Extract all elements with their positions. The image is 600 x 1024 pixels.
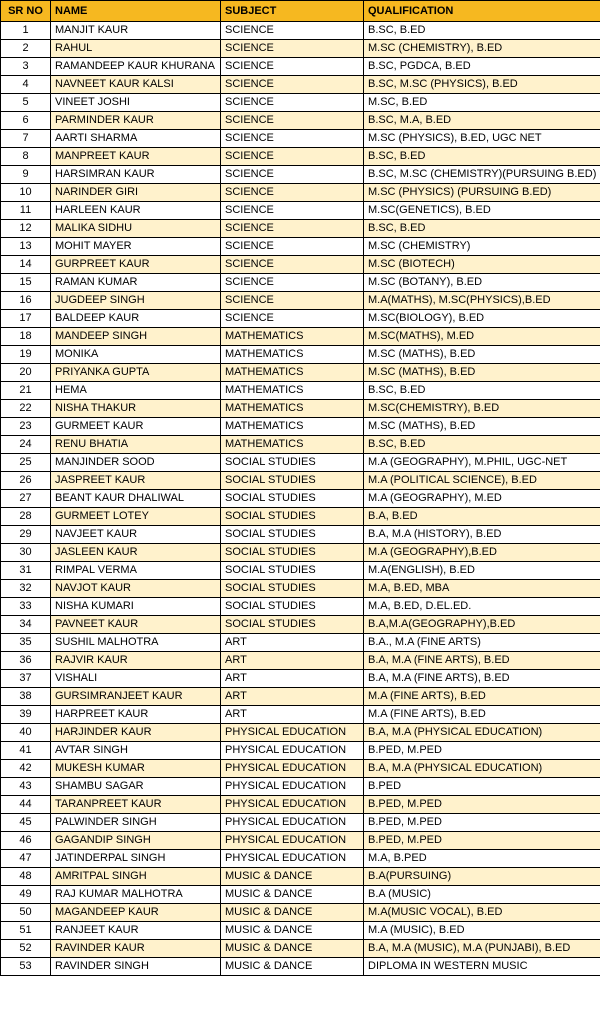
subject-cell: SCIENCE: [221, 148, 364, 166]
table-row: [1, 724, 600, 742]
qualification-cell: B.A, M.A (PHYSICAL EDUCATION): [364, 724, 600, 742]
table-row: [1, 544, 600, 562]
qualification-cell: B.A, M.A (FINE ARTS), B.ED: [364, 652, 600, 670]
header-name: NAME: [51, 1, 221, 22]
qualification-cell: B.PED, M.PED: [364, 814, 600, 832]
name-cell: NAVNEET KAUR KALSI: [51, 76, 221, 94]
table-row: [1, 508, 600, 526]
sr-no-cell: 15: [1, 274, 51, 292]
subject-cell: ART: [221, 688, 364, 706]
subject-cell: SCIENCE: [221, 292, 364, 310]
sr-no-cell: 35: [1, 634, 51, 652]
qualification-cell: B.SC, B.ED: [364, 22, 600, 40]
name-cell: BALDEEP KAUR: [51, 310, 221, 328]
table-row: [1, 436, 600, 454]
qualification-cell: B.PED, M.PED: [364, 796, 600, 814]
qualification-cell: B.A, M.A (PHYSICAL EDUCATION): [364, 760, 600, 778]
subject-cell: MATHEMATICS: [221, 418, 364, 436]
table-row: [1, 238, 600, 256]
sr-no-cell: 11: [1, 202, 51, 220]
sr-no-cell: 23: [1, 418, 51, 436]
table-row: [1, 472, 600, 490]
name-cell: PAVNEET KAUR: [51, 616, 221, 634]
sr-no-cell: 17: [1, 310, 51, 328]
name-cell: BEANT KAUR DHALIWAL: [51, 490, 221, 508]
qualification-cell: B.A,M.A(GEOGRAPHY),B.ED: [364, 616, 600, 634]
sr-no-cell: 36: [1, 652, 51, 670]
qualification-cell: B.SC, M.A, B.ED: [364, 112, 600, 130]
sr-no-cell: 3: [1, 58, 51, 76]
subject-cell: PHYSICAL EDUCATION: [221, 850, 364, 868]
qualification-cell: B.A, M.A (MUSIC), M.A (PUNJABI), B.ED: [364, 940, 600, 958]
name-cell: PALWINDER SINGH: [51, 814, 221, 832]
qualification-cell: B.A (MUSIC): [364, 886, 600, 904]
table-row: [1, 382, 600, 400]
subject-cell: MATHEMATICS: [221, 364, 364, 382]
qualification-cell: B.SC, B.ED: [364, 148, 600, 166]
qualification-cell: B.SC, M.SC (CHEMISTRY)(PURSUING B.ED): [364, 166, 600, 184]
subject-cell: SCIENCE: [221, 202, 364, 220]
table-row: [1, 40, 600, 58]
subject-cell: SCIENCE: [221, 274, 364, 292]
qualification-cell: B.PED: [364, 778, 600, 796]
sr-no-cell: 48: [1, 868, 51, 886]
table-row: [1, 112, 600, 130]
qualification-cell: DIPLOMA IN WESTERN MUSIC: [364, 958, 600, 976]
sr-no-cell: 24: [1, 436, 51, 454]
sr-no-cell: 38: [1, 688, 51, 706]
table-row: [1, 598, 600, 616]
qualification-cell: B.A., M.A (FINE ARTS): [364, 634, 600, 652]
subject-cell: SCIENCE: [221, 94, 364, 112]
sr-no-cell: 32: [1, 580, 51, 598]
qualification-cell: B.SC, PGDCA, B.ED: [364, 58, 600, 76]
subject-cell: PHYSICAL EDUCATION: [221, 778, 364, 796]
name-cell: RAJ KUMAR MALHOTRA: [51, 886, 221, 904]
sr-no-cell: 9: [1, 166, 51, 184]
name-cell: RIMPAL VERMA: [51, 562, 221, 580]
name-cell: HARJINDER KAUR: [51, 724, 221, 742]
table-row: [1, 22, 600, 40]
table-row: [1, 346, 600, 364]
qualification-cell: M.A (MUSIC), B.ED: [364, 922, 600, 940]
subject-cell: PHYSICAL EDUCATION: [221, 796, 364, 814]
qualification-cell: B.A, M.A (FINE ARTS), B.ED: [364, 670, 600, 688]
table-row: [1, 490, 600, 508]
sr-no-cell: 29: [1, 526, 51, 544]
sr-no-cell: 42: [1, 760, 51, 778]
subject-cell: SOCIAL STUDIES: [221, 598, 364, 616]
sr-no-cell: 40: [1, 724, 51, 742]
table-row: [1, 688, 600, 706]
name-cell: MANPREET KAUR: [51, 148, 221, 166]
sr-no-cell: 25: [1, 454, 51, 472]
name-cell: MANDEEP SINGH: [51, 328, 221, 346]
qualification-cell: M.A(MATHS), M.SC(PHYSICS),B.ED: [364, 292, 600, 310]
qualification-cell: M.SC(GENETICS), B.ED: [364, 202, 600, 220]
subject-cell: SCIENCE: [221, 166, 364, 184]
table-row: [1, 922, 600, 940]
sr-no-cell: 8: [1, 148, 51, 166]
subject-cell: SCIENCE: [221, 220, 364, 238]
subject-cell: SOCIAL STUDIES: [221, 616, 364, 634]
subject-cell: SOCIAL STUDIES: [221, 508, 364, 526]
qualification-cell: B.A, M.A (HISTORY), B.ED: [364, 526, 600, 544]
name-cell: RAVINDER SINGH: [51, 958, 221, 976]
qualification-cell: M.A, B.PED: [364, 850, 600, 868]
subject-cell: SCIENCE: [221, 112, 364, 130]
qualification-cell: M.A (POLITICAL SCIENCE), B.ED: [364, 472, 600, 490]
table-row: [1, 832, 600, 850]
table-row: [1, 886, 600, 904]
sr-no-cell: 52: [1, 940, 51, 958]
sr-no-cell: 39: [1, 706, 51, 724]
table-row: [1, 76, 600, 94]
table-row: [1, 166, 600, 184]
sr-no-cell: 28: [1, 508, 51, 526]
name-cell: RAJVIR KAUR: [51, 652, 221, 670]
sr-no-cell: 19: [1, 346, 51, 364]
sr-no-cell: 43: [1, 778, 51, 796]
name-cell: JASLEEN KAUR: [51, 544, 221, 562]
table-row: [1, 670, 600, 688]
subject-cell: MUSIC & DANCE: [221, 868, 364, 886]
name-cell: MOHIT MAYER: [51, 238, 221, 256]
subject-cell: MUSIC & DANCE: [221, 886, 364, 904]
table-row: [1, 904, 600, 922]
table-row: [1, 310, 600, 328]
name-cell: MAGANDEEP KAUR: [51, 904, 221, 922]
name-cell: AMRITPAL SINGH: [51, 868, 221, 886]
subject-cell: MATHEMATICS: [221, 400, 364, 418]
sr-no-cell: 20: [1, 364, 51, 382]
subject-cell: SCIENCE: [221, 310, 364, 328]
name-cell: HEMA: [51, 382, 221, 400]
table-row: [1, 958, 600, 976]
name-cell: TARANPREET KAUR: [51, 796, 221, 814]
qualification-cell: B.PED, M.PED: [364, 832, 600, 850]
table-row: [1, 778, 600, 796]
name-cell: HARSIMRAN KAUR: [51, 166, 221, 184]
table-row: [1, 562, 600, 580]
name-cell: MALIKA SIDHU: [51, 220, 221, 238]
subject-cell: MATHEMATICS: [221, 382, 364, 400]
name-cell: NISHA KUMARI: [51, 598, 221, 616]
subject-cell: PHYSICAL EDUCATION: [221, 760, 364, 778]
sr-no-cell: 47: [1, 850, 51, 868]
subject-cell: SOCIAL STUDIES: [221, 490, 364, 508]
name-cell: GURSIMRANJEET KAUR: [51, 688, 221, 706]
qualification-cell: B.SC, M.SC (PHYSICS), B.ED: [364, 76, 600, 94]
subject-cell: SCIENCE: [221, 40, 364, 58]
subject-cell: SCIENCE: [221, 238, 364, 256]
sr-no-cell: 6: [1, 112, 51, 130]
qualification-cell: M.A, B.ED, D.EL.ED.: [364, 598, 600, 616]
qualification-cell: B.SC, B.ED: [364, 382, 600, 400]
name-cell: RANJEET KAUR: [51, 922, 221, 940]
name-cell: RENU BHATIA: [51, 436, 221, 454]
qualification-cell: M.SC (CHEMISTRY): [364, 238, 600, 256]
qualification-cell: M.A(MUSIC VOCAL), B.ED: [364, 904, 600, 922]
sr-no-cell: 45: [1, 814, 51, 832]
qualification-cell: M.SC (PHYSICS) (PURSUING B.ED): [364, 184, 600, 202]
table-row: [1, 400, 600, 418]
table-row: [1, 652, 600, 670]
name-cell: PARMINDER KAUR: [51, 112, 221, 130]
sr-no-cell: 21: [1, 382, 51, 400]
qualification-cell: M.A (GEOGRAPHY),B.ED: [364, 544, 600, 562]
sr-no-cell: 12: [1, 220, 51, 238]
table-row: [1, 580, 600, 598]
qualification-cell: M.A (FINE ARTS), B.ED: [364, 706, 600, 724]
name-cell: MANJIT KAUR: [51, 22, 221, 40]
table-row: [1, 256, 600, 274]
table-row: [1, 634, 600, 652]
subject-cell: ART: [221, 670, 364, 688]
table-row: [1, 940, 600, 958]
subject-cell: SCIENCE: [221, 58, 364, 76]
qualification-cell: M.A(ENGLISH), B.ED: [364, 562, 600, 580]
table-row: [1, 796, 600, 814]
qualification-cell: M.SC(CHEMISTRY), B.ED: [364, 400, 600, 418]
name-cell: NAVJEET KAUR: [51, 526, 221, 544]
subject-cell: SCIENCE: [221, 184, 364, 202]
sr-no-cell: 4: [1, 76, 51, 94]
table-row: [1, 292, 600, 310]
sr-no-cell: 26: [1, 472, 51, 490]
sr-no-cell: 14: [1, 256, 51, 274]
name-cell: JATINDERPAL SINGH: [51, 850, 221, 868]
subject-cell: MATHEMATICS: [221, 346, 364, 364]
name-cell: MANJINDER SOOD: [51, 454, 221, 472]
sr-no-cell: 51: [1, 922, 51, 940]
table-row: [1, 814, 600, 832]
subject-cell: SOCIAL STUDIES: [221, 544, 364, 562]
qualification-cell: M.SC, B.ED: [364, 94, 600, 112]
name-cell: AARTI SHARMA: [51, 130, 221, 148]
subject-cell: SOCIAL STUDIES: [221, 472, 364, 490]
table-row: [1, 274, 600, 292]
qualification-cell: M.A (GEOGRAPHY), M.PHIL, UGC-NET: [364, 454, 600, 472]
name-cell: HARLEEN KAUR: [51, 202, 221, 220]
subject-cell: SOCIAL STUDIES: [221, 526, 364, 544]
sr-no-cell: 33: [1, 598, 51, 616]
table-row: [1, 58, 600, 76]
header-qualification: QUALIFICATION: [364, 1, 600, 22]
table-row: [1, 220, 600, 238]
qualification-cell: M.SC (CHEMISTRY), B.ED: [364, 40, 600, 58]
subject-cell: MUSIC & DANCE: [221, 958, 364, 976]
subject-cell: ART: [221, 652, 364, 670]
sr-no-cell: 31: [1, 562, 51, 580]
name-cell: RAHUL: [51, 40, 221, 58]
name-cell: RAMAN KUMAR: [51, 274, 221, 292]
name-cell: NAVJOT KAUR: [51, 580, 221, 598]
subject-cell: SCIENCE: [221, 130, 364, 148]
name-cell: JASPREET KAUR: [51, 472, 221, 490]
sr-no-cell: 7: [1, 130, 51, 148]
header-row: [1, 1, 600, 22]
name-cell: GURMEET KAUR: [51, 418, 221, 436]
subject-cell: PHYSICAL EDUCATION: [221, 832, 364, 850]
qualification-cell: B.SC, B.ED: [364, 436, 600, 454]
qualification-cell: M.SC (BIOTECH): [364, 256, 600, 274]
name-cell: GURMEET LOTEY: [51, 508, 221, 526]
table-row: [1, 202, 600, 220]
qualification-cell: M.SC (MATHS), B.ED: [364, 364, 600, 382]
name-cell: MUKESH KUMAR: [51, 760, 221, 778]
header-sr-no: SR NO: [1, 1, 51, 22]
name-cell: HARPREET KAUR: [51, 706, 221, 724]
name-cell: MONIKA: [51, 346, 221, 364]
qualification-cell: B.SC, B.ED: [364, 220, 600, 238]
sr-no-cell: 44: [1, 796, 51, 814]
subject-cell: SOCIAL STUDIES: [221, 454, 364, 472]
name-cell: JUGDEEP SINGH: [51, 292, 221, 310]
sr-no-cell: 10: [1, 184, 51, 202]
qualification-cell: M.SC (MATHS), B.ED: [364, 346, 600, 364]
table-row: [1, 868, 600, 886]
subject-cell: SOCIAL STUDIES: [221, 562, 364, 580]
sr-no-cell: 37: [1, 670, 51, 688]
subject-cell: SCIENCE: [221, 256, 364, 274]
qualification-cell: M.SC(BIOLOGY), B.ED: [364, 310, 600, 328]
name-cell: RAVINDER KAUR: [51, 940, 221, 958]
sr-no-cell: 13: [1, 238, 51, 256]
table-row: [1, 94, 600, 112]
subject-cell: SCIENCE: [221, 76, 364, 94]
subject-cell: MUSIC & DANCE: [221, 922, 364, 940]
table-row: [1, 184, 600, 202]
subject-cell: PHYSICAL EDUCATION: [221, 724, 364, 742]
name-cell: NARINDER GIRI: [51, 184, 221, 202]
subject-cell: MATHEMATICS: [221, 328, 364, 346]
sr-no-cell: 1: [1, 22, 51, 40]
name-cell: GAGANDIP SINGH: [51, 832, 221, 850]
table-row: [1, 328, 600, 346]
sr-no-cell: 22: [1, 400, 51, 418]
sr-no-cell: 34: [1, 616, 51, 634]
sr-no-cell: 53: [1, 958, 51, 976]
table-body: [1, 22, 600, 976]
qualification-cell: M.SC (PHYSICS), B.ED, UGC NET: [364, 130, 600, 148]
table-row: [1, 454, 600, 472]
name-cell: SHAMBU SAGAR: [51, 778, 221, 796]
name-cell: VISHALI: [51, 670, 221, 688]
name-cell: RAMANDEEP KAUR KHURANA: [51, 58, 221, 76]
subject-cell: PHYSICAL EDUCATION: [221, 742, 364, 760]
name-cell: NISHA THAKUR: [51, 400, 221, 418]
qualification-cell: M.A (FINE ARTS), B.ED: [364, 688, 600, 706]
sr-no-cell: 50: [1, 904, 51, 922]
sr-no-cell: 5: [1, 94, 51, 112]
qualification-cell: B.A(PURSUING): [364, 868, 600, 886]
qualification-cell: M.A, B.ED, MBA: [364, 580, 600, 598]
sr-no-cell: 41: [1, 742, 51, 760]
table-header: [1, 1, 600, 22]
table-row: [1, 364, 600, 382]
table-row: [1, 130, 600, 148]
sr-no-cell: 2: [1, 40, 51, 58]
name-cell: SUSHIL MALHOTRA: [51, 634, 221, 652]
qualification-cell: M.A (GEOGRAPHY), M.ED: [364, 490, 600, 508]
sr-no-cell: 30: [1, 544, 51, 562]
sr-no-cell: 18: [1, 328, 51, 346]
table-row: [1, 526, 600, 544]
subject-cell: PHYSICAL EDUCATION: [221, 814, 364, 832]
qualification-cell: M.SC (BOTANY), B.ED: [364, 274, 600, 292]
name-cell: GURPREET KAUR: [51, 256, 221, 274]
sr-no-cell: 16: [1, 292, 51, 310]
table-row: [1, 742, 600, 760]
subject-cell: ART: [221, 706, 364, 724]
qualification-cell: B.PED, M.PED: [364, 742, 600, 760]
subject-cell: MUSIC & DANCE: [221, 904, 364, 922]
header-subject: SUBJECT: [221, 1, 364, 22]
sr-no-cell: 49: [1, 886, 51, 904]
name-cell: VINEET JOSHI: [51, 94, 221, 112]
table-row: [1, 148, 600, 166]
subject-cell: MATHEMATICS: [221, 436, 364, 454]
qualification-cell: M.SC (MATHS), B.ED: [364, 418, 600, 436]
qualification-cell: M.SC(MATHS), M.ED: [364, 328, 600, 346]
table-row: [1, 418, 600, 436]
table-row: [1, 850, 600, 868]
name-cell: PRIYANKA GUPTA: [51, 364, 221, 382]
name-cell: AVTAR SINGH: [51, 742, 221, 760]
sr-no-cell: 46: [1, 832, 51, 850]
table-row: [1, 616, 600, 634]
subject-cell: SOCIAL STUDIES: [221, 580, 364, 598]
subject-cell: ART: [221, 634, 364, 652]
sr-no-cell: 27: [1, 490, 51, 508]
subject-cell: MUSIC & DANCE: [221, 940, 364, 958]
table-row: [1, 706, 600, 724]
qualification-cell: B.A, B.ED: [364, 508, 600, 526]
subject-cell: SCIENCE: [221, 22, 364, 40]
table-row: [1, 760, 600, 778]
